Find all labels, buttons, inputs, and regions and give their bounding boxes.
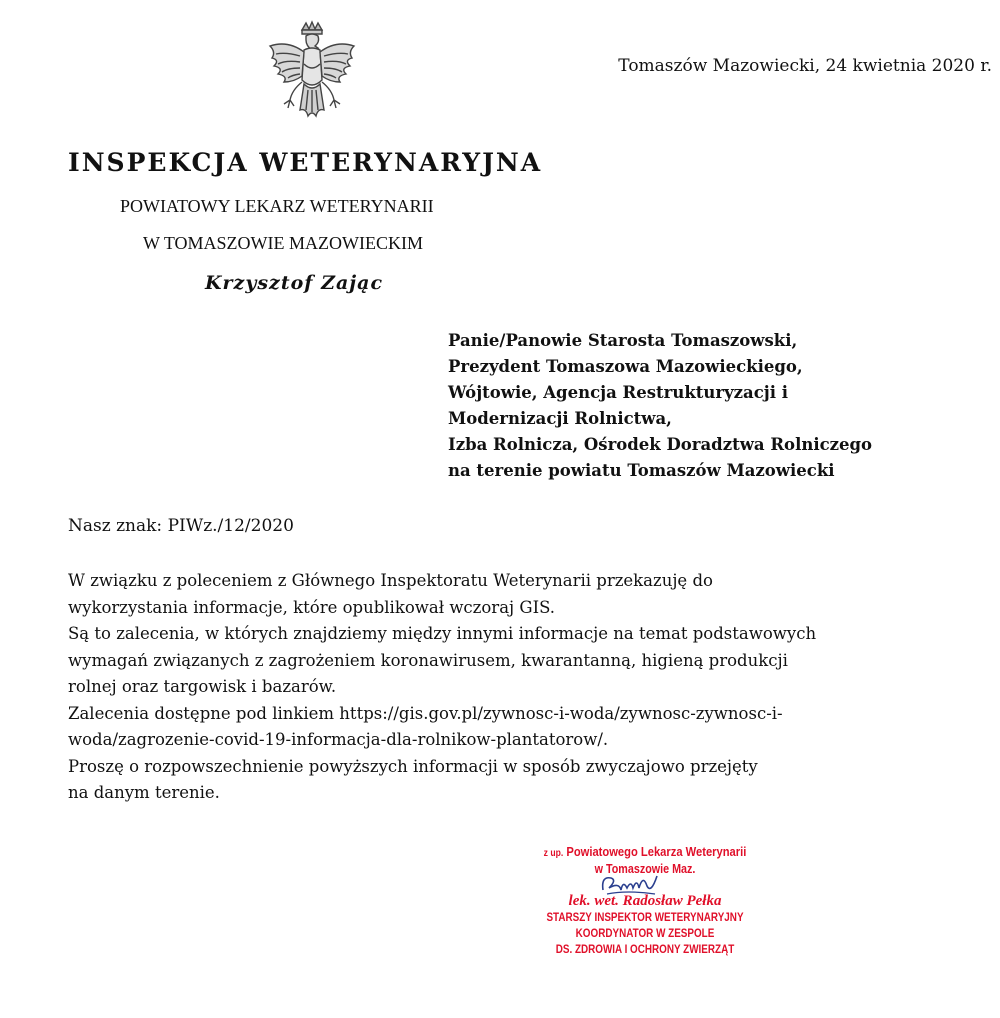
official-name: Krzysztof Zając: [205, 272, 384, 294]
body-line: Są to zalecenia, w których znajdziemy między innymi informacje na temat podstawowych: [68, 624, 817, 643]
office-title-line-2: W TOMASZOWIE MAZOWIECKIM: [143, 233, 423, 253]
body-line: na danym terenie.: [68, 783, 220, 802]
body-line: wykorzystania informacje, które opublikował wczoraj GIS.: [68, 597, 556, 617]
body-line: Proszę o rozpowszechnienie powyższych informacji w sposób zwyczajowo przejęty: [68, 756, 758, 776]
stamp-office: Powiatowego Lekarza Weterynarii: [566, 844, 747, 859]
recipient-line: Izba Rolnicza, Ośrodek Doradztwa Rolniczego: [448, 435, 873, 454]
official-stamp: [505, 842, 785, 970]
polish-eagle-emblem-icon: [262, 20, 362, 132]
letter-body: [68, 568, 948, 807]
stamp-title-3: DS. ZDROWIA I OCHRONY ZWIERZĄT: [555, 944, 735, 956]
stamp-title-1: STARSZY INSPEKTOR WETERYNARYJNY: [546, 912, 744, 924]
institution-title: INSPEKCJA WETERYNARYJNA: [68, 148, 543, 177]
date-line: Tomaszów Mazowiecki, 24 kwietnia 2020 r.: [618, 56, 992, 76]
stamp-line-2: w Tomaszowie Maz.: [594, 862, 696, 876]
recipients-block: [448, 328, 872, 484]
office-title-line-1: POWIATOWY LEKARZ WETERYNARII: [120, 196, 434, 216]
recipient-line: Wójtowie, Agencja Restrukturyzacji i: [448, 383, 789, 402]
body-line: Zalecenia dostępne pod linkiem https://gis.gov.pl/zywnosc-i-woda/zywnosc-zywnosc-i-: [68, 703, 783, 723]
recipient-line: Panie/Panowie Starosta Tomaszowski,: [448, 331, 798, 350]
recipient-line: Prezydent Tomaszowa Mazowieckiego,: [448, 357, 803, 376]
stamp-line-1: [525, 844, 766, 859]
body-line: rolnej oraz targowisk i bazarów.: [68, 677, 337, 696]
recipient-line: na terenie powiatu Tomaszów Mazowiecki: [448, 461, 835, 480]
stamp-title-2: KOORDYNATOR W ZESPOLE: [575, 928, 715, 940]
body-line: wymagań związanych z zagrożeniem koronawirusem, kwarantanną, higieną produkcji: [68, 650, 788, 670]
body-line: W związku z poleceniem z Głównego Inspektoratu Weterynarii przekazuję do: [68, 571, 713, 590]
stamp-signer: lek. wet. Radosław Pełka: [568, 893, 722, 909]
recipient-line: Modernizacji Rolnictwa,: [448, 409, 672, 428]
stamp-prefix: z up.: [543, 848, 564, 859]
reference-number: Nasz znak: PIWz./12/2020: [68, 516, 294, 536]
body-line: woda/zagrozenie-covid-19-informacja-dla-rolnikow-plantatorow/.: [68, 730, 609, 749]
